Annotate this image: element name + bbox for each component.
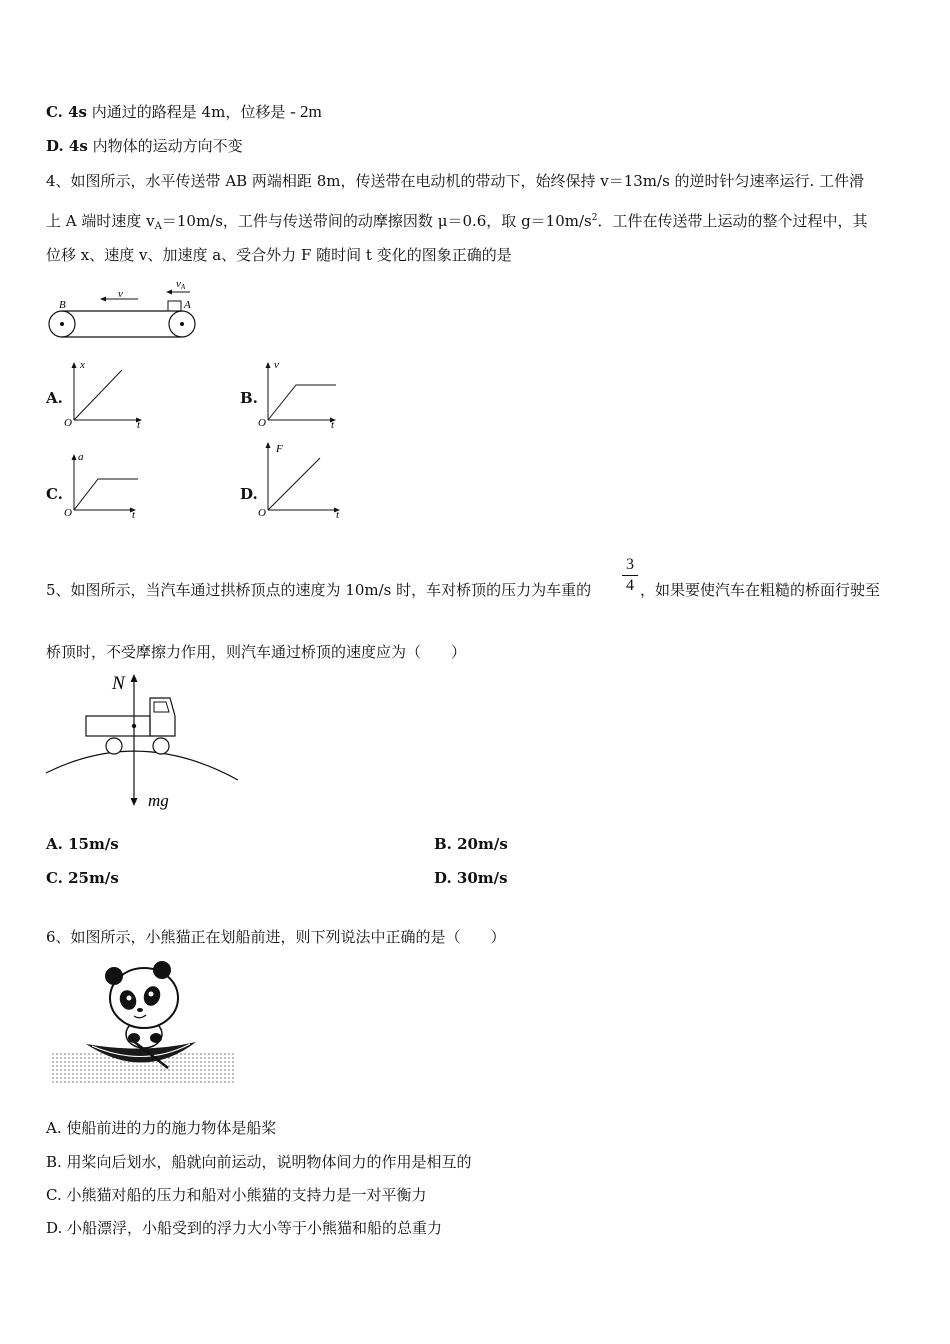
q3-option-d-prefix: D. 4s bbox=[46, 137, 88, 155]
q4-option-b-letter: B. bbox=[240, 389, 258, 407]
q3-option-c-prefix: C. 4s bbox=[46, 103, 88, 121]
q3-option-c bbox=[46, 102, 322, 122]
q4-graph-c bbox=[62, 452, 146, 522]
q4-graph-b-xlabel: t bbox=[331, 419, 335, 431]
q6-line1: 6、如图所示，小熊猫正在划船前进，则下列说法中正确的是（ ） bbox=[46, 928, 506, 946]
q4-graph-b bbox=[256, 360, 340, 430]
conveyor-label-va: vA bbox=[176, 278, 186, 291]
q4-graph-a-origin: O bbox=[64, 417, 72, 429]
q4-graph-b-ylabel: v bbox=[274, 359, 279, 371]
q5-fraction bbox=[622, 556, 638, 595]
q4-graph-d-origin: O bbox=[258, 507, 266, 519]
q4-line3: 位移 x、速度 v、加速度 a、受合外力 F 随时间 t 变化的图象正确的是 bbox=[46, 246, 512, 264]
q4-graph-d bbox=[256, 440, 346, 520]
q5-line1-b: ，如果要使汽车在粗糙的桥面行驶至 bbox=[640, 581, 881, 599]
q3-option-d bbox=[46, 136, 243, 156]
q6-option-b: B. 用桨向后划水，船就向前运动，说明物体间力的作用是相互的 bbox=[46, 1153, 472, 1171]
q4-line2 bbox=[46, 208, 867, 237]
q4-graph-a-xlabel: t bbox=[137, 419, 141, 431]
conveyor-belt-figure bbox=[44, 274, 200, 344]
q4-line2-sub: A bbox=[154, 221, 162, 232]
q4-line2-c: ．工件在传送带上运动的整个过程中，其 bbox=[597, 212, 868, 230]
q5-option-a: A. 15m/s bbox=[46, 835, 119, 853]
q4-option-a-letter: A. bbox=[46, 389, 63, 407]
q3-option-c-tail: - 2m bbox=[290, 102, 322, 121]
arch-bridge-figure bbox=[44, 668, 240, 814]
q4-option-c-letter: C. bbox=[46, 485, 63, 503]
q4-graph-a-ylabel: x bbox=[80, 359, 85, 371]
q4-graph-a bbox=[62, 360, 146, 430]
q3-option-c-text: 内通过的路程是 4m，位移是 bbox=[87, 103, 291, 121]
force-label-n: N bbox=[112, 673, 125, 694]
q5-option-c: C. 25m/s bbox=[46, 869, 119, 887]
conveyor-label-b: B bbox=[59, 299, 66, 311]
force-label-mg: mg bbox=[148, 791, 169, 810]
q4-graph-c-xlabel: t bbox=[132, 509, 136, 521]
conveyor-label-v: v bbox=[118, 288, 123, 300]
q5-line2: 桥顶时，不受摩擦力作用，则汽车通过桥顶的速度应为（ ） bbox=[46, 643, 467, 661]
q4-graph-d-xlabel: t bbox=[336, 509, 340, 521]
conveyor-label-a: A bbox=[184, 299, 191, 311]
q4-line2-a: 上 A 端时速度 v bbox=[46, 212, 155, 230]
q4-option-d-letter: D. bbox=[240, 485, 258, 503]
q4-graph-c-ylabel: a bbox=[78, 451, 84, 463]
q4-graph-d-ylabel: F bbox=[276, 443, 283, 455]
q3-option-d-text: 内物体的运动方向不变 bbox=[87, 137, 243, 155]
q6-option-c: C. 小熊猫对船的压力和船对小熊猫的支持力是一对平衡力 bbox=[46, 1186, 427, 1204]
panda-boat-illustration bbox=[48, 958, 238, 1090]
q4-graph-b-origin: O bbox=[258, 417, 266, 429]
q4-graph-c-origin: O bbox=[64, 507, 72, 519]
q5-option-d: D. 30m/s bbox=[434, 869, 508, 887]
q5-line1-a: 5、如图所示，当汽车通过拱桥顶点的速度为 10m/s 时，车对桥顶的压力为车重的 bbox=[46, 581, 592, 599]
q4-line1: 4、如图所示，水平传送带 AB 两端相距 8m，传送带在电动机的带动下，始终保持 v＝13m/s 的逆时针匀速率运行. 工件滑 bbox=[46, 172, 865, 190]
q5-option-b: B. 20m/s bbox=[434, 835, 508, 853]
q4-line2-b: ＝10m/s，工件与传送带间的动摩擦因数 μ＝0.6，取 g＝10m/s bbox=[161, 212, 592, 230]
q5-fraction-num: 3 bbox=[626, 556, 634, 573]
q6-option-d: D. 小船漂浮，小船受到的浮力大小等于小熊猫和船的总重力 bbox=[46, 1219, 443, 1237]
q4-line2-sup: 2 bbox=[591, 213, 598, 223]
q6-option-a: A. 使船前进的力的施力物体是船桨 bbox=[46, 1119, 277, 1137]
q5-fraction-den: 4 bbox=[626, 577, 634, 594]
